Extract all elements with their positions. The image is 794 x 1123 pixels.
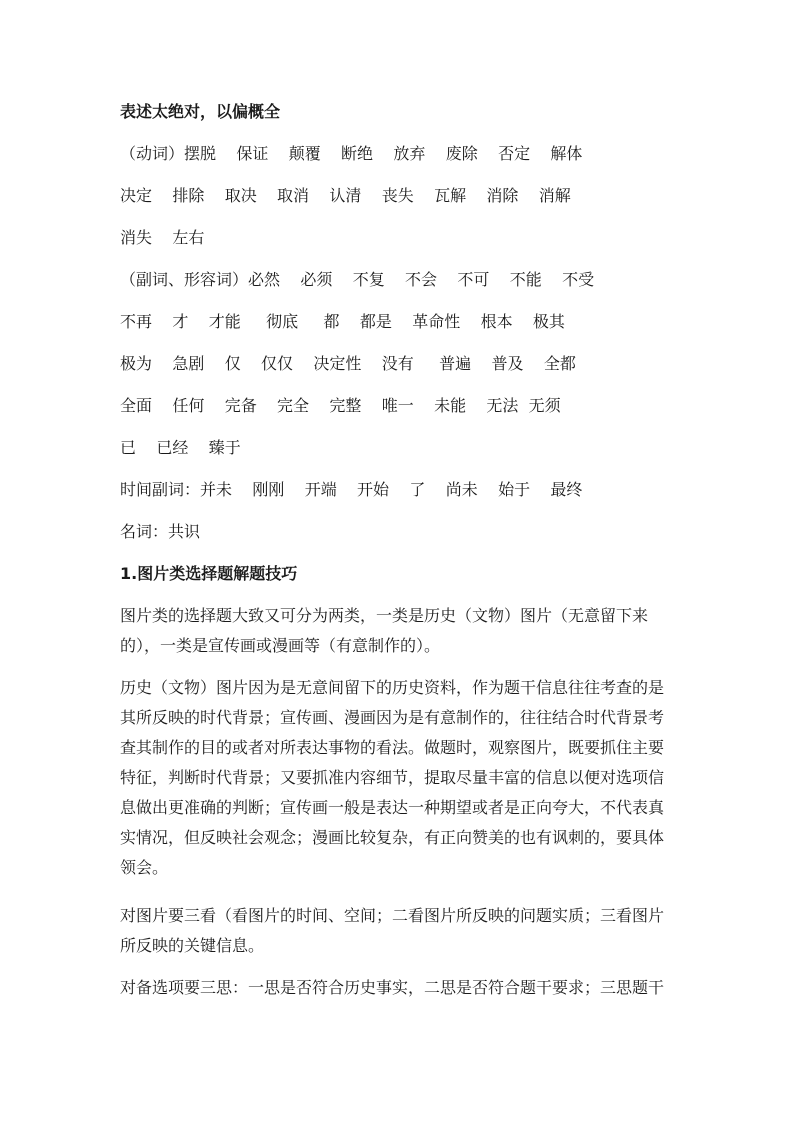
- section-title-picture-questions: 1.图片类选择题解题技巧: [120, 564, 298, 583]
- verb-list-line-2: 决定 排除 取决 取消 认清 丧失 瓦解 消除 消解: [120, 186, 571, 205]
- noun-list: 名词：共识: [120, 522, 201, 541]
- adverb-list-line-5: 已 已经 臻于: [120, 438, 241, 457]
- verb-list-line-3: 消失 左右: [120, 228, 205, 247]
- adverb-list-line-3: 极为 急剧 仅 仅仅 决定性 没有 普遍 普及 全都: [120, 354, 576, 373]
- paragraph-2-line-2: 其所反映的时代背景；宣传画、漫画因为是有意制作的，往往结合时代背景考: [120, 708, 665, 727]
- verb-list-line-1: （动词）摆脱 保证 颠覆 断绝 放弃 废除 否定 解体: [120, 144, 583, 163]
- paragraph-3-line-2: 所反映的关键信息。: [120, 936, 265, 955]
- adverb-list-line-4: 全面 任何 完备 完全 完整 唯一 未能 无法 无须: [120, 396, 561, 415]
- paragraph-2-line-1: 历史（文物）图片因为是无意间留下的历史资料，作为题干信息往往考查的是: [120, 678, 665, 697]
- heading-absolute-expressions: 表述太绝对，以偏概全: [120, 102, 281, 121]
- paragraph-1-line-2: 的），一类是宣传画或漫画等（有意制作的）。: [120, 636, 441, 655]
- adverb-list-line-1: （副词、形容词）必然 必须 不复 不会 不可 不能 不受: [120, 270, 595, 289]
- paragraph-2-line-6: 实情况，但反映社会观念；漫画比较复杂，有正向赞美的也有讽刺的，要具体: [120, 828, 665, 847]
- paragraph-2-line-7: 领会。: [120, 858, 169, 877]
- paragraph-3-line-1: 对图片要三看（看图片的时间、空间；二看图片所反映的问题实质；三看图片: [120, 906, 665, 925]
- paragraph-2-line-3: 查其制作的目的或者对所表达事物的看法。做题时，观察图片，既要抓住主要: [120, 738, 665, 757]
- paragraph-1-line-1: 图片类的选择题大致又可分为两类，一类是历史（文物）图片（无意留下来: [120, 606, 649, 625]
- paragraph-2-line-5: 息做出更准确的判断；宣传画一般是表达一种期望或者是正向夸大，不代表真: [120, 798, 665, 817]
- paragraph-2-line-4: 特征，判断时代背景；又要抓准内容细节，提取尽量丰富的信息以便对选项信: [120, 768, 665, 787]
- adverb-list-line-2: 不再 才 才能 彻底 都 都是 革命性 根本 极其: [120, 312, 565, 331]
- time-adverb-list: 时间副词：并未 刚刚 开端 开始 了 尚未 始于 最终: [120, 480, 583, 499]
- paragraph-4-line-1: 对备选项要三思：一思是否符合历史事实，二思是否符合题干要求；三思题干: [120, 978, 665, 997]
